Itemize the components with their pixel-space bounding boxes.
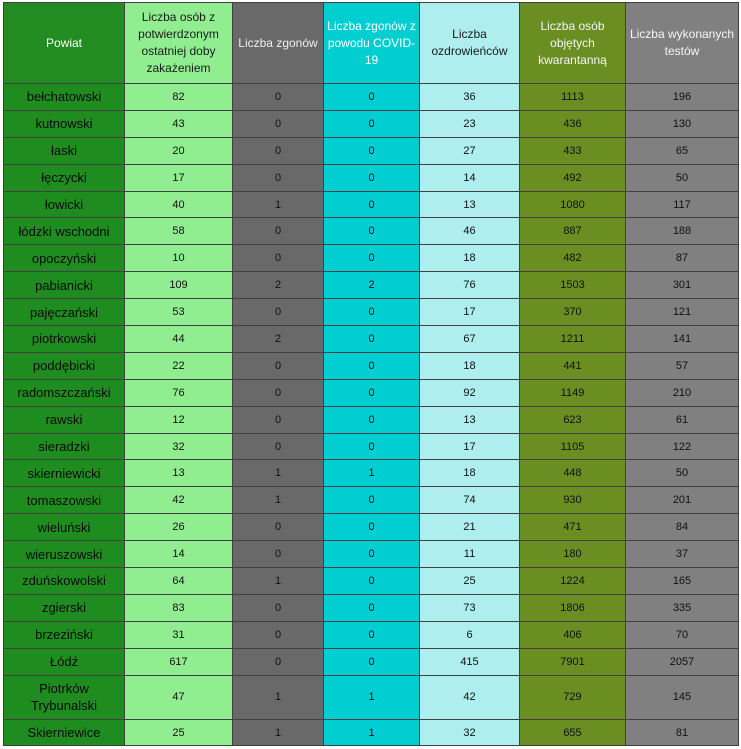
cell-powiat: wieluński — [4, 514, 125, 541]
cell-zgony-covid: 0 — [324, 299, 420, 326]
cell-ozdrowiency: 46 — [420, 218, 520, 245]
cell-ozdrowiency: 13 — [420, 406, 520, 433]
cell-kwarantanna: 1806 — [520, 594, 626, 621]
cell-powiat: pabianicki — [4, 272, 125, 299]
cell-ozdrowiency: 14 — [420, 164, 520, 191]
cell-zakazenia: 10 — [125, 245, 233, 272]
cell-testy: 301 — [626, 272, 739, 299]
header-zgony: Liczba zgonów — [233, 3, 324, 84]
cell-kwarantanna: 482 — [520, 245, 626, 272]
cell-kwarantanna: 1224 — [520, 568, 626, 595]
cell-powiat: opoczyński — [4, 245, 125, 272]
table-row — [4, 621, 739, 648]
cell-zgony-covid: 0 — [324, 326, 420, 353]
cell-kwarantanna: 1503 — [520, 272, 626, 299]
cell-zakazenia: 12 — [125, 406, 233, 433]
header-kwarantanna: Liczba osób objętych kwarantanną — [520, 3, 626, 84]
cell-zakazenia: 43 — [125, 110, 233, 137]
cell-zakazenia: 76 — [125, 379, 233, 406]
cell-zgony: 0 — [233, 164, 324, 191]
cell-ozdrowiency: 25 — [420, 568, 520, 595]
cell-kwarantanna: 433 — [520, 137, 626, 164]
table-row — [4, 137, 739, 164]
cell-zgony: 0 — [233, 594, 324, 621]
cell-powiat: brzeziński — [4, 621, 125, 648]
table-row — [4, 675, 739, 719]
cell-powiat: wieruszowski — [4, 541, 125, 568]
cell-testy: 122 — [626, 433, 739, 460]
cell-zgony: 1 — [233, 568, 324, 595]
cell-kwarantanna: 655 — [520, 719, 626, 746]
cell-powiat: skierniewicki — [4, 460, 125, 487]
cell-testy: 165 — [626, 568, 739, 595]
cell-powiat: zgierski — [4, 594, 125, 621]
cell-powiat: rawski — [4, 406, 125, 433]
cell-zgony-covid: 1 — [324, 675, 420, 719]
cell-zgony-covid: 0 — [324, 594, 420, 621]
cell-testy: 2057 — [626, 648, 739, 675]
cell-zakazenia: 53 — [125, 299, 233, 326]
cell-zakazenia: 13 — [125, 460, 233, 487]
cell-kwarantanna: 729 — [520, 675, 626, 719]
cell-testy: 141 — [626, 326, 739, 353]
cell-testy: 145 — [626, 675, 739, 719]
cell-testy: 84 — [626, 514, 739, 541]
table-row — [4, 568, 739, 595]
cell-zgony-covid: 0 — [324, 110, 420, 137]
cell-ozdrowiency: 23 — [420, 110, 520, 137]
cell-kwarantanna: 471 — [520, 514, 626, 541]
cell-testy: 87 — [626, 245, 739, 272]
cell-testy: 37 — [626, 541, 739, 568]
cell-zgony: 0 — [233, 541, 324, 568]
cell-zgony-covid: 0 — [324, 352, 420, 379]
header-row — [4, 3, 739, 84]
cell-zgony-covid: 1 — [324, 719, 420, 746]
cell-ozdrowiency: 6 — [420, 621, 520, 648]
cell-zgony: 0 — [233, 621, 324, 648]
cell-ozdrowiency: 32 — [420, 719, 520, 746]
cell-kwarantanna: 1149 — [520, 379, 626, 406]
cell-testy: 196 — [626, 84, 739, 111]
covid-statistics-table — [3, 2, 739, 746]
cell-kwarantanna: 1080 — [520, 191, 626, 218]
cell-zgony-covid: 0 — [324, 433, 420, 460]
cell-zakazenia: 22 — [125, 352, 233, 379]
cell-zgony-covid: 0 — [324, 541, 420, 568]
cell-zgony-covid: 0 — [324, 568, 420, 595]
cell-kwarantanna: 623 — [520, 406, 626, 433]
cell-ozdrowiency: 415 — [420, 648, 520, 675]
cell-zgony: 0 — [233, 514, 324, 541]
cell-powiat: Łódź — [4, 648, 125, 675]
cell-zgony-covid: 0 — [324, 621, 420, 648]
cell-ozdrowiency: 27 — [420, 137, 520, 164]
table-row — [4, 460, 739, 487]
cell-ozdrowiency: 76 — [420, 272, 520, 299]
header-testy: Liczba wykonanych testów — [626, 3, 739, 84]
cell-kwarantanna: 370 — [520, 299, 626, 326]
cell-kwarantanna: 930 — [520, 487, 626, 514]
table-row — [4, 648, 739, 675]
cell-kwarantanna: 180 — [520, 541, 626, 568]
cell-zgony: 1 — [233, 191, 324, 218]
cell-zgony: 0 — [233, 245, 324, 272]
cell-kwarantanna: 1105 — [520, 433, 626, 460]
cell-zgony-covid: 0 — [324, 406, 420, 433]
cell-zgony-covid: 0 — [324, 245, 420, 272]
cell-powiat: łaski — [4, 137, 125, 164]
cell-ozdrowiency: 74 — [420, 487, 520, 514]
cell-zgony: 0 — [233, 84, 324, 111]
header-zgony-covid: Liczba zgonów z powodu COVID-19 — [324, 3, 420, 84]
cell-ozdrowiency: 11 — [420, 541, 520, 568]
cell-zgony-covid: 0 — [324, 84, 420, 111]
cell-zakazenia: 20 — [125, 137, 233, 164]
cell-zakazenia: 58 — [125, 218, 233, 245]
cell-testy: 201 — [626, 487, 739, 514]
cell-testy: 210 — [626, 379, 739, 406]
cell-zgony-covid: 0 — [324, 514, 420, 541]
cell-testy: 117 — [626, 191, 739, 218]
cell-zakazenia: 25 — [125, 719, 233, 746]
cell-powiat: poddębicki — [4, 352, 125, 379]
cell-zakazenia: 40 — [125, 191, 233, 218]
table-row — [4, 191, 739, 218]
cell-powiat: Piotrków Trybunalski — [4, 675, 125, 719]
header-powiat: Powiat — [4, 3, 125, 84]
cell-zakazenia: 82 — [125, 84, 233, 111]
cell-testy: 335 — [626, 594, 739, 621]
cell-ozdrowiency: 36 — [420, 84, 520, 111]
cell-powiat: radomszczański — [4, 379, 125, 406]
cell-kwarantanna: 7901 — [520, 648, 626, 675]
table-row — [4, 164, 739, 191]
cell-zgony-covid: 0 — [324, 218, 420, 245]
cell-ozdrowiency: 13 — [420, 191, 520, 218]
cell-testy: 50 — [626, 164, 739, 191]
cell-powiat: piotrkowski — [4, 326, 125, 353]
cell-ozdrowiency: 42 — [420, 675, 520, 719]
header-ozdrowiency: Liczba ozdrowieńców — [420, 3, 520, 84]
cell-testy: 121 — [626, 299, 739, 326]
cell-kwarantanna: 406 — [520, 621, 626, 648]
cell-zakazenia: 83 — [125, 594, 233, 621]
cell-zgony: 0 — [233, 299, 324, 326]
table-row — [4, 110, 739, 137]
cell-zgony-covid: 2 — [324, 272, 420, 299]
cell-ozdrowiency: 92 — [420, 379, 520, 406]
cell-kwarantanna: 441 — [520, 352, 626, 379]
cell-zakazenia: 44 — [125, 326, 233, 353]
table-row — [4, 272, 739, 299]
cell-zgony: 0 — [233, 218, 324, 245]
cell-zgony: 0 — [233, 110, 324, 137]
cell-kwarantanna: 1113 — [520, 84, 626, 111]
cell-ozdrowiency: 18 — [420, 352, 520, 379]
table-row — [4, 406, 739, 433]
table-row — [4, 514, 739, 541]
cell-zgony-covid: 0 — [324, 164, 420, 191]
cell-zakazenia: 17 — [125, 164, 233, 191]
cell-ozdrowiency: 17 — [420, 299, 520, 326]
cell-zgony: 1 — [233, 675, 324, 719]
cell-kwarantanna: 887 — [520, 218, 626, 245]
cell-zgony: 1 — [233, 460, 324, 487]
table-body — [4, 84, 739, 746]
cell-ozdrowiency: 18 — [420, 460, 520, 487]
cell-zgony-covid: 1 — [324, 460, 420, 487]
cell-kwarantanna: 436 — [520, 110, 626, 137]
cell-testy: 50 — [626, 460, 739, 487]
cell-zgony: 2 — [233, 272, 324, 299]
cell-ozdrowiency: 18 — [420, 245, 520, 272]
table-row — [4, 719, 739, 746]
cell-zgony-covid: 0 — [324, 379, 420, 406]
cell-ozdrowiency: 17 — [420, 433, 520, 460]
cell-zakazenia: 14 — [125, 541, 233, 568]
cell-zakazenia: 64 — [125, 568, 233, 595]
cell-testy: 81 — [626, 719, 739, 746]
cell-powiat: zduńskowolski — [4, 568, 125, 595]
cell-powiat: łódzki wschodni — [4, 218, 125, 245]
cell-zgony: 2 — [233, 326, 324, 353]
cell-zgony: 1 — [233, 487, 324, 514]
cell-powiat: bełchatowski — [4, 84, 125, 111]
cell-zakazenia: 617 — [125, 648, 233, 675]
cell-zgony: 0 — [233, 648, 324, 675]
table-row — [4, 218, 739, 245]
cell-zakazenia: 109 — [125, 272, 233, 299]
cell-zgony: 0 — [233, 406, 324, 433]
table-row — [4, 326, 739, 353]
cell-zakazenia: 31 — [125, 621, 233, 648]
cell-zakazenia: 47 — [125, 675, 233, 719]
cell-ozdrowiency: 73 — [420, 594, 520, 621]
cell-testy: 65 — [626, 137, 739, 164]
cell-zgony-covid: 0 — [324, 137, 420, 164]
table-row — [4, 487, 739, 514]
cell-testy: 130 — [626, 110, 739, 137]
cell-zgony: 0 — [233, 352, 324, 379]
cell-zakazenia: 42 — [125, 487, 233, 514]
cell-powiat: sieradzki — [4, 433, 125, 460]
table-row — [4, 541, 739, 568]
cell-zakazenia: 32 — [125, 433, 233, 460]
cell-zakazenia: 26 — [125, 514, 233, 541]
table-row — [4, 594, 739, 621]
cell-powiat: pajęczański — [4, 299, 125, 326]
cell-zgony: 1 — [233, 719, 324, 746]
cell-ozdrowiency: 67 — [420, 326, 520, 353]
cell-testy: 188 — [626, 218, 739, 245]
cell-zgony: 0 — [233, 379, 324, 406]
table-row — [4, 84, 739, 111]
cell-kwarantanna: 448 — [520, 460, 626, 487]
table-row — [4, 379, 739, 406]
cell-powiat: łowicki — [4, 191, 125, 218]
cell-zgony-covid: 0 — [324, 648, 420, 675]
cell-zgony-covid: 0 — [324, 191, 420, 218]
header-zakazenia: Liczba osób z potwierdzonym ostatniej doby zakażeniem — [125, 3, 233, 84]
cell-powiat: łęczycki — [4, 164, 125, 191]
cell-powiat: kutnowski — [4, 110, 125, 137]
cell-testy: 61 — [626, 406, 739, 433]
cell-zgony: 0 — [233, 433, 324, 460]
cell-testy: 70 — [626, 621, 739, 648]
cell-testy: 57 — [626, 352, 739, 379]
cell-powiat: tomaszowski — [4, 487, 125, 514]
cell-powiat: Skierniewice — [4, 719, 125, 746]
cell-kwarantanna: 492 — [520, 164, 626, 191]
cell-ozdrowiency: 21 — [420, 514, 520, 541]
cell-kwarantanna: 1211 — [520, 326, 626, 353]
cell-zgony-covid: 0 — [324, 487, 420, 514]
cell-zgony: 0 — [233, 137, 324, 164]
table-row — [4, 299, 739, 326]
table-row — [4, 245, 739, 272]
table-row — [4, 433, 739, 460]
table-row — [4, 352, 739, 379]
